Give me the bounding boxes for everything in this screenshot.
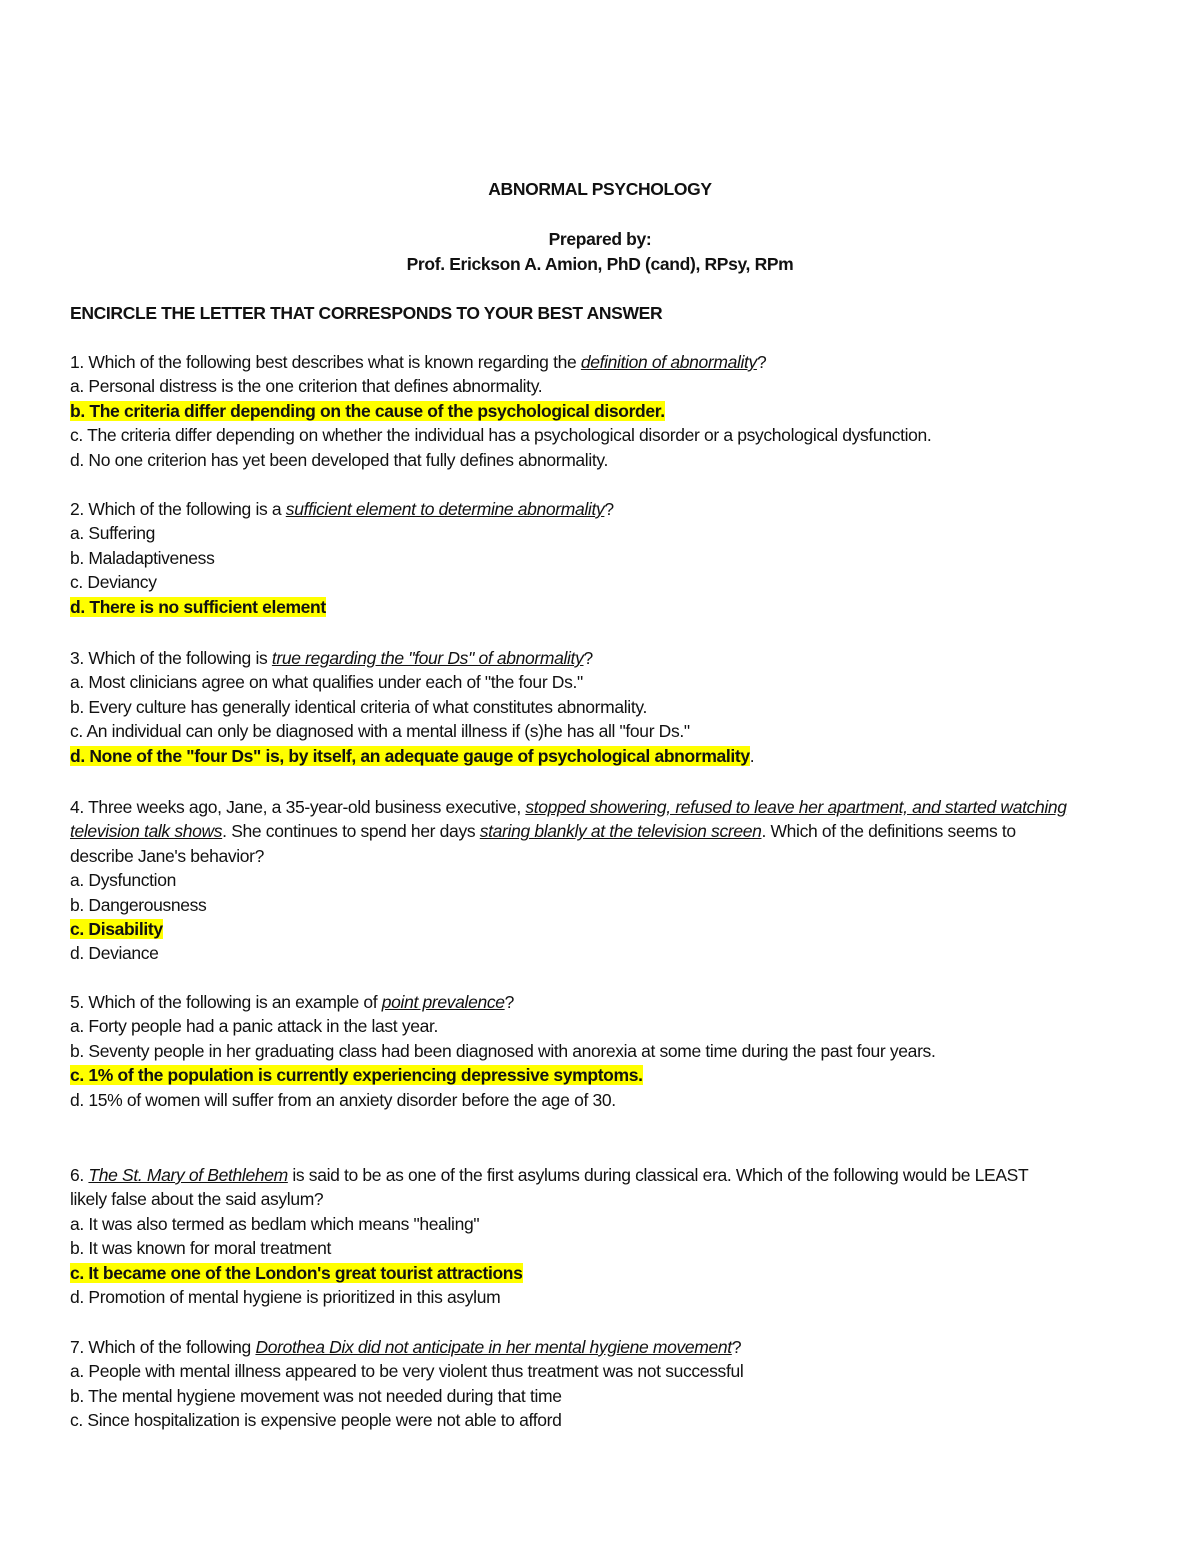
option-text: c. Disability	[70, 919, 163, 940]
stem-text: ?	[583, 648, 593, 668]
emphasized-text: point prevalence	[381, 992, 505, 1012]
author-name: Prof. Erickson A. Amion, PhD (cand), RPsy, RPm	[406, 254, 794, 274]
emphasized-text: definition of abnormality	[580, 352, 757, 372]
option-text: a. Most clinicians agree on what qualifies under each of "the four Ds."	[70, 672, 583, 693]
option-text: c. Since hospitalization is expensive people were not able to afford	[70, 1410, 562, 1431]
stem-text: 5. Which of the following is an example of	[70, 992, 382, 1012]
answer-option	[70, 448, 1130, 472]
option-text: b. It was known for moral treatment	[70, 1238, 332, 1259]
question-stem	[70, 350, 1130, 374]
answer-option	[70, 941, 1130, 965]
option-text: c. An individual can only be diagnosed with a mental illness if (s)he has all "four Ds."	[70, 721, 690, 742]
emphasized-text: television talk shows	[70, 821, 223, 842]
stem-text: describe Jane's behavior?	[70, 845, 265, 866]
option-text: c. The criteria differ depending on whether the individual has a psychological disorder or a psychological dysfunction.	[70, 425, 932, 446]
stem-text: ?	[504, 992, 515, 1012]
question-6	[70, 1163, 1130, 1309]
answer-option	[70, 1384, 1130, 1408]
question-stem	[70, 795, 1130, 819]
answer-option	[70, 423, 1130, 447]
answer-option-highlighted	[70, 744, 1130, 768]
answer-option	[70, 1039, 1130, 1063]
option-text: a. Dysfunction	[70, 870, 176, 891]
stem-text: ?	[756, 352, 767, 372]
answer-option	[70, 374, 1130, 398]
answer-option	[70, 1408, 1130, 1432]
stem-text: is said to be as one of the first asylums during classical era. Which of the following would be LEAST	[287, 1165, 1029, 1185]
answer-option	[70, 1212, 1130, 1236]
question-1	[70, 350, 1130, 472]
option-text: b. Every culture has generally identical criteria of what constitutes abnormality.	[70, 696, 647, 717]
answer-option-highlighted	[70, 1063, 1130, 1087]
answer-option	[70, 719, 1130, 743]
prepared-by-label: Prepared by:	[548, 229, 652, 249]
question-stem	[70, 497, 1130, 521]
answer-option	[70, 695, 1130, 719]
option-text: d. No one criterion has yet been developed that fully defines abnormality.	[70, 449, 609, 470]
question-7	[70, 1335, 1130, 1433]
question-stem	[70, 819, 1130, 843]
option-text: d. There is no sufficient element	[70, 596, 326, 617]
option-text: a. Forty people had a panic attack in the last year.	[70, 1016, 439, 1037]
answer-option-highlighted	[70, 399, 1130, 423]
option-text: d. 15% of women will suffer from an anxiety disorder before the age of 30.	[70, 1089, 616, 1110]
option-text: a. People with mental illness appeared to be very violent thus treatment was not successful	[70, 1361, 744, 1382]
answer-option-highlighted	[70, 917, 1130, 941]
instruction-text: ENCIRCLE THE LETTER THAT CORRESPONDS TO YOUR BEST ANSWER	[70, 303, 663, 323]
answer-option	[70, 868, 1130, 892]
answer-option	[70, 1359, 1130, 1383]
question-stem	[70, 1163, 1130, 1187]
answer-option	[70, 1285, 1130, 1309]
answer-option	[70, 1088, 1130, 1112]
option-text: a. Suffering	[70, 523, 155, 544]
question-stem	[70, 1335, 1130, 1359]
answer-option	[70, 546, 1130, 570]
answer-option-highlighted	[70, 595, 1130, 619]
option-text: a. Personal distress is the one criterion that defines abnormality.	[70, 376, 543, 397]
question-stem	[70, 990, 1130, 1014]
stem-text: ?	[731, 1337, 742, 1357]
question-stem	[70, 844, 1130, 868]
option-text: b. Seventy people in her graduating class had been diagnosed with anorexia at some time during the past four years.	[70, 1040, 936, 1061]
stem-text: 1. Which of the following best describes what is known regarding the	[70, 352, 581, 372]
option-text: b. The criteria differ depending on the cause of the psychological disorder.	[70, 400, 665, 421]
stem-text: ?	[604, 499, 614, 519]
answer-option-highlighted	[70, 1261, 1130, 1285]
answer-option	[70, 1014, 1130, 1038]
option-text: b. The mental hygiene movement was not needed during that time	[70, 1385, 562, 1406]
emphasized-text: sufficient element to determine abnormality	[285, 499, 605, 519]
answer-option	[70, 893, 1130, 917]
answer-option	[70, 521, 1130, 545]
option-text: a. It was also termed as bedlam which means "healing"	[70, 1213, 480, 1234]
option-suffix: .	[749, 745, 755, 766]
option-text: c. 1% of the population is currently experiencing depressive symptoms.	[70, 1065, 643, 1086]
option-text: d. Promotion of mental hygiene is prioritized in this asylum	[70, 1287, 501, 1308]
emphasized-text: The St. Mary of Bethlehem	[88, 1165, 288, 1185]
stem-text: . Which of the definitions seems to	[761, 821, 1016, 842]
option-text: d. Deviance	[70, 943, 159, 964]
emphasized-text: true regarding the "four Ds" of abnormality	[271, 648, 584, 668]
option-text: c. Deviancy	[70, 572, 157, 593]
question-3	[70, 646, 1130, 768]
stem-text: . She continues to spend her days	[222, 821, 480, 842]
stem-text: 4. Three weeks ago, Jane, a 35-year-old business executive,	[70, 797, 526, 817]
emphasized-text: staring blankly at the television screen	[479, 821, 762, 842]
question-stem	[70, 1187, 1130, 1211]
stem-text: 6.	[70, 1165, 89, 1185]
stem-text: 7. Which of the following	[70, 1337, 256, 1357]
emphasized-text: Dorothea Dix did not anticipate in her mental hygiene movement	[255, 1337, 732, 1357]
option-text: b. Dangerousness	[70, 894, 207, 915]
answer-option	[70, 1236, 1130, 1260]
stem-text: 2. Which of the following is a	[70, 499, 286, 519]
emphasized-text: stopped showering, refused to leave her apartment, and started watching	[525, 797, 1067, 817]
stem-text: likely false about the said asylum?	[70, 1189, 324, 1210]
option-text: c. It became one of the London's great tourist attractions	[70, 1262, 523, 1283]
option-text: b. Maladaptiveness	[70, 547, 215, 568]
question-2	[70, 497, 1130, 619]
question-4	[70, 795, 1130, 966]
option-text: d. None of the "four Ds" is, by itself, an adequate gauge of psychological abnormality	[70, 745, 750, 766]
stem-text: 3. Which of the following is	[70, 648, 272, 668]
document-title: ABNORMAL PSYCHOLOGY	[488, 179, 712, 199]
answer-option	[70, 570, 1130, 594]
question-5	[70, 990, 1130, 1112]
question-stem	[70, 646, 1130, 670]
answer-option	[70, 670, 1130, 694]
